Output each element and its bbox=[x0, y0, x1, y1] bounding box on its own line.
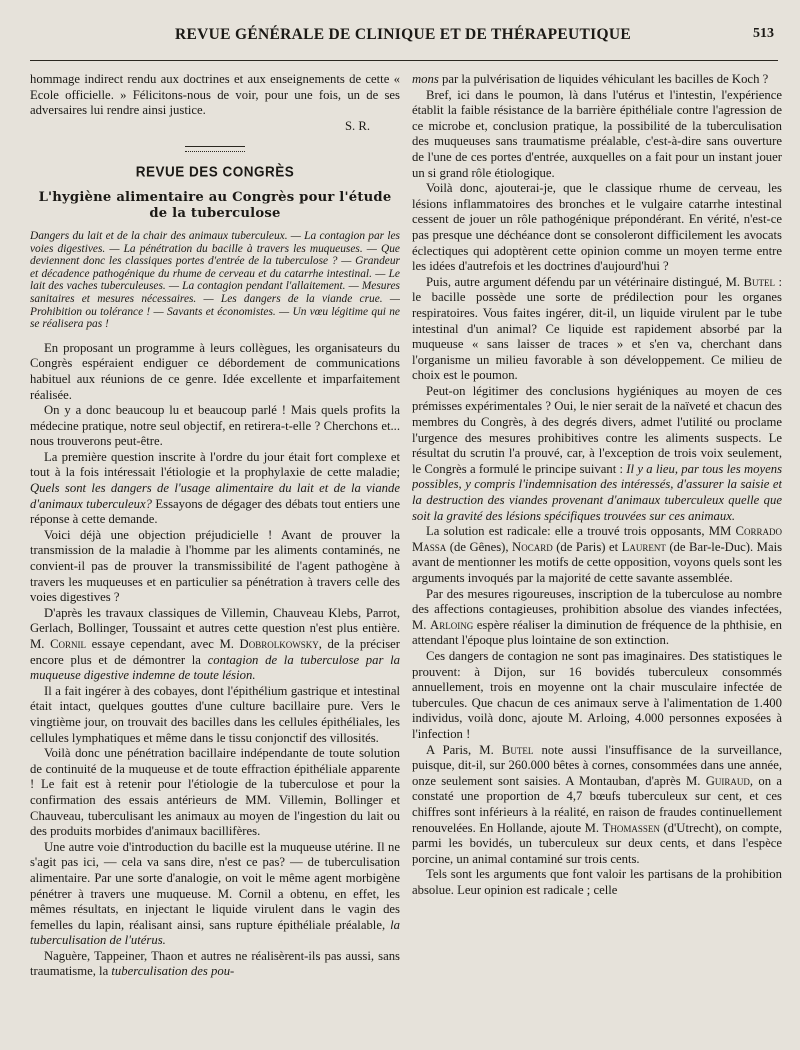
page-number: 513 bbox=[753, 26, 774, 41]
paragraph-text: La solution est radicale: elle a trouvé trois opposants, MM bbox=[426, 524, 732, 539]
paragraph-text: (de Paris) et bbox=[556, 539, 619, 554]
emphasis-text: tuberculisation des pou- bbox=[111, 964, 235, 979]
emphasis-text: mons bbox=[412, 72, 439, 86]
paragraph bbox=[412, 524, 782, 586]
paragraph bbox=[412, 181, 782, 275]
paragraph-text: Voilà donc, ajouterai-je, que le classique rhume de cerveau, les lésions inflammatoires des bronches et le vulgaire catarrhe intestinal cessent de jouer un rôle pathogénique prépondérant. En vérité, n'est-ce pas presque une déchéance dont se consoleront difficilement les avocats éclectiques qui adoptèrent cette opinion comme un moyen terme entre les idées d'autrefois et les doctrines d'aujourd'hui ? bbox=[412, 181, 782, 274]
paragraph-text: hommage indirect rendu aux doctrines et aux enseignements de cette « Ecole officielle. » Félicitons-nous de voir, pour une fois, un de ses adversaires lui rendre ainsi justice. bbox=[30, 72, 400, 118]
paragraph bbox=[412, 867, 782, 898]
paragraph bbox=[412, 275, 782, 384]
emphasis-text: la tuberculisation de l'utérus. bbox=[30, 917, 400, 948]
paragraph bbox=[412, 72, 782, 88]
signature: S. R. bbox=[344, 118, 370, 133]
paragraph-text: Voilà donc une pénétration bacillaire indépendante de toute solution de continuité de la muqueuse et de toute effraction épithéliale apparente ! Le fait est à retenir pour l'étiologie de la tuberculose et pour la confirmation des essais antérieurs de MM. Villemin, Bollinger et Chauveau, tuberculisant les animaux au moyen de l'ingestion du lait ou des produits morbides d'animaux bacillifères. bbox=[30, 746, 400, 839]
article-summary: Dangers du lait et de la chair des animaux tuberculeux. — La contagion par les voies digestives. — La pénétration du bacille à travers les muqueuses. — Que deviennent donc les classiques portes d'entrée de la tuberculose ? — Grandeur et décadence pathogénique du rhume de cerveau et du catarrhe intestinal. — Le lait des vaches tuberculeuses. — La contagion pendant l'allaitement. — Mesures sanitaires et mesures nécessaires. — Les dangers de la viande crue. — Prohibition ou tolérance ! — Savants et économistes. — Un vœu légitime qui ne se réalisera pas ! bbox=[30, 229, 400, 331]
paragraph-text: : le bacille possède une sorte de prédilection pour les organes respiratoires. Vous faites ingérer, dit-il, un liquide virulent par le tube intestinal d'un animal? Ce liquide est rapidement absorbé par la muqueuse « sans laisser de traces » et s'en va, cherchant dans l'organisme un milieu favorable à son développement. Ce milieu de choix est le poumon. bbox=[412, 274, 782, 383]
paragraph bbox=[412, 649, 782, 743]
signature-line bbox=[30, 119, 400, 135]
paragraph bbox=[30, 450, 400, 528]
running-head bbox=[28, 26, 778, 48]
paragraph-text: Il a fait ingérer à des cobayes, dont l'épithélium gastrique et intestinal était intact, quelques gouttes d'une culture bacillaire pure. Vers le vingtième jour, on trouvait des bacilles dans les cellules épithéliales, les cellules lymphatiques et même dans le tissu conjonctif des villosités. bbox=[30, 683, 400, 745]
paragraph bbox=[30, 341, 400, 403]
author-name: Butel bbox=[743, 274, 775, 289]
author-name: Dobrolkowsky bbox=[239, 637, 319, 651]
paragraph-text: Puis, autre argument défendu par un vétérinaire distingué, M. bbox=[426, 274, 741, 289]
paragraph-text: A Paris, M. bbox=[426, 742, 494, 757]
left-column bbox=[30, 72, 400, 1050]
paragraph-text: , de la préciser encore plus et de démontrer la bbox=[30, 637, 400, 667]
paragraph-text: On y a donc beaucoup lu et beaucoup parlé ! Mais quels profits la médecine pratique, notre seul objectif, en retirera-t-elle ? Cherchons et... nous trouverons peut-être. bbox=[30, 403, 400, 449]
author-name: Thomassen bbox=[602, 820, 660, 835]
paragraph bbox=[412, 88, 782, 182]
paragraph-text: essaye cependant, avec M. bbox=[91, 637, 234, 651]
running-title: REVUE GÉNÉRALE DE CLINIQUE ET DE THÉRAPEUTIQUE bbox=[175, 26, 631, 43]
paragraph-text: Bref, ici dans le poumon, là dans l'utérus et l'intestin, l'expérience établit la faible résistance de la barrière épithéliale contre l'agression de ce microbe et, conclusion pratique, la possibilité de la tuberculisation des muqueuses sans traumatisme préalable, c'est-à-dire sans ouverture de l'une de ces portes d'entrée, auxquelles on a fait pour un instant jouer un si grand rôle étiologique. bbox=[412, 87, 782, 180]
paragraph-text: En proposant un programme à leurs collègues, les organisateurs du Congrès espéraient endiguer ce débordement de communications habituel aux réunions de ce genre. Idée excellente et imparfaitement réalisée. bbox=[30, 340, 400, 402]
author-name: Butel bbox=[501, 742, 534, 757]
paragraph-text: Naguère, Tappeiner, Thaon et autres ne réalisèrent-ils pas aussi, sans traumatisme, la bbox=[30, 948, 400, 979]
paragraph-text: (de Bar-le-Duc). Mais avant de mentionner les motifs de cette opposition, voyons quels sont les arguments invoqués par la majorité de cette savante assemblée. bbox=[412, 539, 782, 585]
author-name: Corrado Massa bbox=[412, 524, 782, 554]
paragraph bbox=[30, 606, 400, 684]
paragraph bbox=[412, 587, 782, 649]
author-name: Nocard bbox=[512, 539, 553, 554]
emphasis-text: Quels sont les dangers de l'usage alimentaire du lait et de la viande d'animaux tuberculeux? bbox=[30, 481, 400, 511]
paragraph-text: (d'Utrecht), on compte, parmi les bovidés, un tuberculeux sur deux cents, et dans l'espèce porcine, un animal contaminé sur trois cents. bbox=[412, 820, 782, 866]
paragraph-text: Voici déjà une objection préjudicielle ! Avant de prouver la transmission de la maladie à l'homme par les aliments contaminés, ne convient-il pas de prouver la transmissibilité de l'agent pathogène à travers les muqueuses et en particulier sa pénétration à travers celle des voies digestives ? bbox=[30, 527, 400, 605]
author-name: Laurent bbox=[621, 539, 666, 554]
text-columns bbox=[30, 72, 782, 1050]
paragraph-text: Peut-on légitimer des conclusions hygiéniques au moyen de ces prémisses expérimentales ? Oui, le nier serait de la naïveté et chacun des membres du Congrès, à des degrés divers, admet l'utilité ou proclame l'urgence des mesures prohibitives contre les aliments suspects. Le résultat du scrutin l'a prouvé, car, à l'exception de trois voix seulement, le Congrès a formulé le principe suivant : bbox=[412, 383, 782, 476]
paragraph-text: D'après les travaux classiques de Villemin, Chauveau Klebs, Parrot, Gerlach, Bollinger, Toussaint et autres cette question n'est plus entière. M. bbox=[30, 605, 400, 651]
paragraph bbox=[30, 949, 400, 980]
paragraph-text: Tels sont les arguments que font valoir les partisans de la prohibition absolue. Leur opinion est radicale ; celle bbox=[412, 867, 782, 897]
paragraph bbox=[412, 743, 782, 868]
article-title: L'hygiène alimentaire au Congrès pour l'étude de la tuberculose bbox=[38, 189, 392, 221]
paragraph-text: La première question inscrite à l'ordre du jour était fort complexe et tout à la fois intéressait l'étiologie et la prophylaxie de cette maladie; bbox=[30, 449, 400, 480]
right-column bbox=[412, 72, 782, 1050]
paragraph-text: par la pulvérisation de liquides véhiculant les bacilles de Koch ? bbox=[441, 72, 769, 86]
paragraph bbox=[30, 684, 400, 746]
paragraph-text: Essayons de dégager des débats tout entiers une réponse à cette demande. bbox=[30, 496, 400, 527]
author-name: Guiraud bbox=[705, 773, 750, 788]
section-title: REVUE DES CONGRÈS bbox=[135, 163, 295, 181]
paragraph-text: , on a constaté une proportion de 4,7 bœufs tuberculeux sur cent, et ces chiffres sont inférieurs à la réalité, en raison de fraudes continuellement renouvelées. En Hollande, ajoute M. bbox=[412, 773, 782, 835]
paragraph-text: Par des mesures rigoureuses, inscription de la tuberculose au nombre des affections contagieuses, prohibition absolue des viandes infectées, M. bbox=[412, 586, 782, 632]
paragraph bbox=[30, 528, 400, 606]
paragraph bbox=[412, 384, 782, 524]
paragraph-text: note aussi l'insuffisance de la surveillance, puisque, dit-il, sur 260.000 bêtes à cornes, consommées dans une année, onze seulement sont saisies. A Montauban, d'après M. bbox=[412, 742, 782, 788]
paragraph bbox=[30, 746, 400, 840]
paragraph bbox=[30, 403, 400, 450]
paragraph-text: Ces dangers de contagion ne sont pas imaginaires. Des statistiques le prouvent: à Dijon, sur 16 bovidés tuberculeux consommés annuellement, trois en moyenne ont la chair musculaire infectée de tubercules. Que chacun de ces animaux serve à l'alimentation de 1.400 individus, voilà donc, ajoute M. Arloing, 4.000 personnes exposées à l'infection ! bbox=[412, 648, 782, 741]
author-name: Cornil bbox=[50, 637, 87, 651]
paragraph bbox=[30, 72, 400, 119]
paragraph-text: (de Gênes), bbox=[449, 539, 509, 554]
header-rule bbox=[30, 60, 778, 61]
paragraph-text: espère réaliser la diminution de fréquence de la phthisie, en attendant l'époque plus lointaine de son extinction. bbox=[412, 617, 782, 648]
paragraph bbox=[30, 840, 400, 949]
emphasis-text: contagion de la tuberculose par la muqueuse digestive indemne de toute lésion. bbox=[30, 652, 400, 683]
ornament-divider bbox=[185, 146, 245, 152]
paragraph-text: Une autre voie d'introduction du bacille est la muqueuse utérine. Il ne s'agit pas ici, — cela va sans dire, n'est ce pas? — de tuberculisation alimentaire. Par une sorte d'analogie, on voit le même agent morbigène pénétrer à travers une muqueuse. M. Cornil a obtenu, en effet, les mêmes résultats, en injectant le liquide virulent dans le vagin des femelles du lapin, réalisant ainsi, sans rupture épithéliale préalable, bbox=[30, 839, 400, 932]
author-name: Arloing bbox=[430, 617, 474, 632]
congress-resolution: Il y a lieu, par tous les moyens possibles, y compris l'indemnisation des intéressés, d'assurer la saisie et la destruction des viandes provenant d'animaux tuberculeux quelle que soit la gravité des lésions spécifiques trouvées sur ces animaux. bbox=[412, 461, 782, 523]
